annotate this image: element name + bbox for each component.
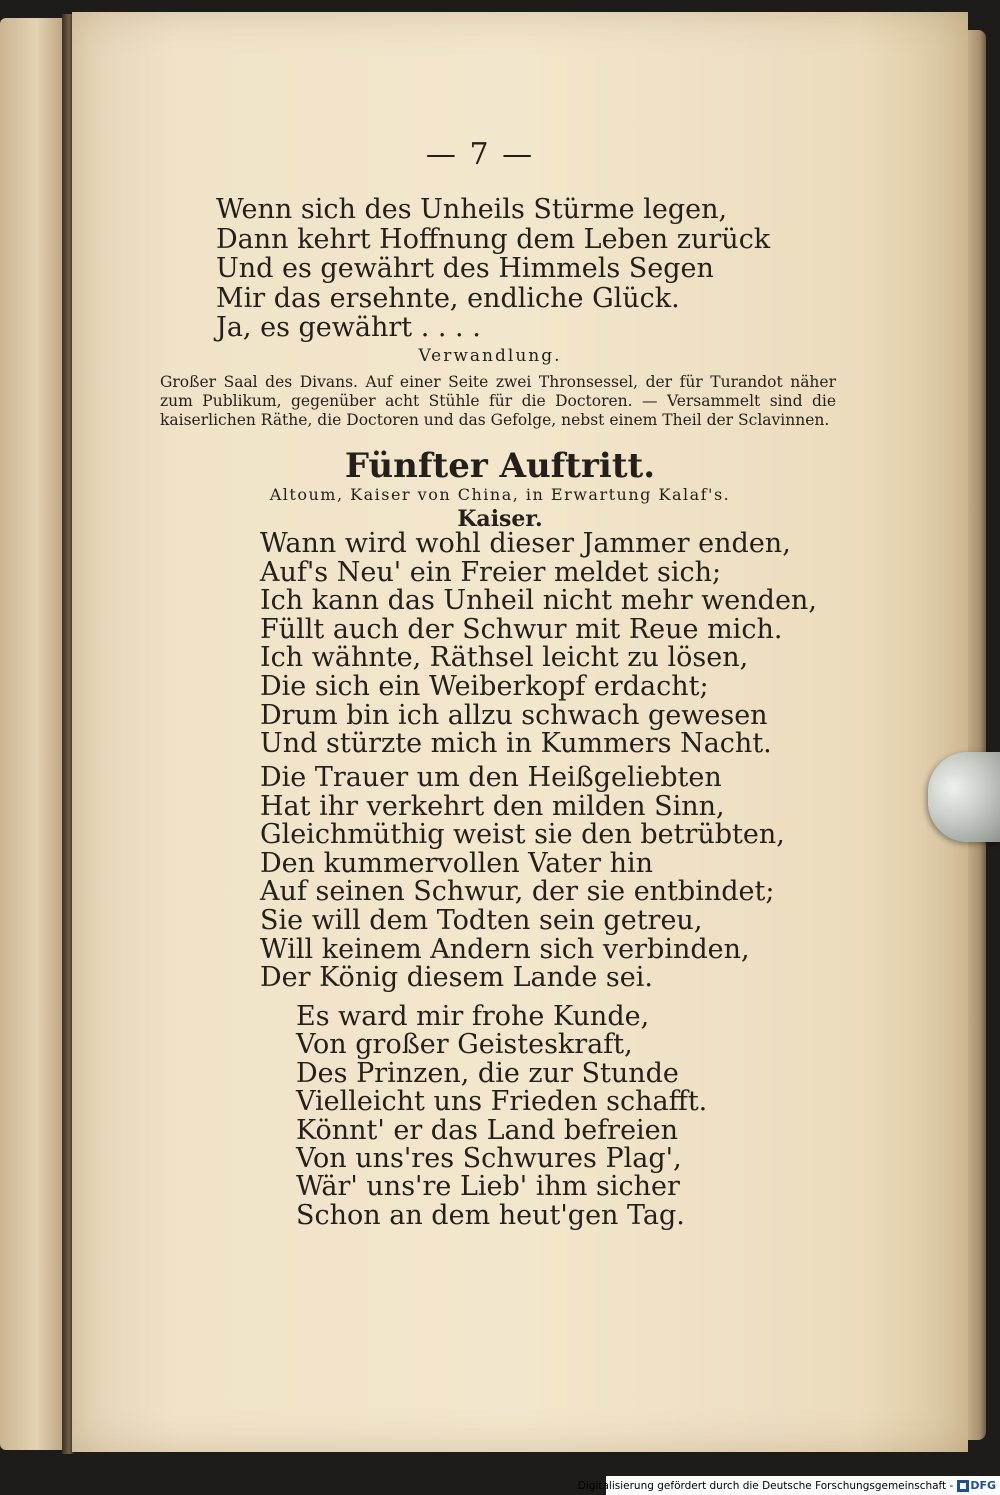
verse-line: Die sich ein Weiberkopf erdacht; (260, 670, 709, 702)
scene-title: Fünfter Auftritt. (344, 446, 656, 486)
verse-line: Füllt auch der Schwur mit Reue mich. (260, 613, 783, 645)
verse-line: Gleichmüthig weist sie den betrübten, (260, 819, 785, 851)
verse-line: Sie will dem Todten sein getreu, (260, 904, 703, 936)
dfg-logo-label: DFG (970, 1479, 996, 1492)
verse-line: Will keinem Andern sich verbinden, (260, 933, 750, 965)
page-tab-marker (928, 752, 1000, 842)
verse-line: Drum bin ich allzu schwach gewesen (260, 699, 768, 731)
verse-line: Wenn sich des Unheils Stürme legen, (216, 194, 728, 225)
verse-line: Könnt' er das Land befreien (296, 1114, 679, 1146)
page-number: — 7 — (425, 137, 535, 172)
verse-line: Von uns'res Schwures Plag', (296, 1143, 682, 1175)
verse-line: Es ward mir frohe Kunde, (296, 1001, 650, 1032)
transition-heading: Verwandlung. (418, 346, 562, 366)
verse-line: Vielleicht uns Frieden schafft. (296, 1086, 708, 1118)
verse-line: Und es gewährt des Himmels Segen (216, 253, 714, 284)
verse-line: Wär' uns're Lieb' ihm sicher (296, 1171, 680, 1203)
dfg-logo-mark (957, 1480, 969, 1492)
verse-line: Des Prinzen, die zur Stunde (296, 1057, 679, 1089)
dfg-logo-icon[interactable] (957, 1479, 996, 1492)
verse-line: Von großer Geisteskraft, (296, 1029, 633, 1061)
verse-line: Wann wird wohl dieser Jammer enden, (260, 528, 791, 559)
previous-page-edge (0, 18, 66, 1450)
verse-line: Dann kehrt Hoffnung dem Leben zurück (216, 223, 771, 255)
verse-line: Und stürzte mich in Kummers Nacht. (260, 728, 772, 760)
verse-line: Die Trauer um den Heißgeliebten (260, 762, 722, 793)
verse-stanza-4 (296, 1003, 707, 1230)
scene-subtitle: Altoum, Kaiser von China, in Erwartung Kalaf's. (269, 485, 731, 504)
verse-line: Ich wähnte, Räthsel leicht zu lösen, (260, 642, 749, 674)
verse-line: Hat ihr verkehrt den milden Sinn, (260, 790, 725, 822)
speaker-name: Kaiser. (457, 506, 543, 532)
verse-line: Der König diesem Lande sei. (260, 962, 653, 994)
verse-line: Mir das ersehnte, endliche Glück. (216, 282, 680, 314)
verse-line: Ich kann das Unheil nicht mehr wenden, (260, 585, 817, 617)
verse-stanza-3 (260, 764, 785, 993)
verse-line: Auf's Neu' ein Freier meldet sich; (260, 556, 722, 588)
verse-line: Den kummervollen Vater hin (260, 847, 654, 879)
stage-direction: Großer Saal des Divans. Auf einer Seite zwei Thronsessel, der für Turandot näher zum Publikum, gegenüber acht Stühle für die Doctoren. — Versammelt sind die kaiserlichen Räthe, die Doctoren und das Gefolge, nebst einem Theil der Sclavinnen. (160, 373, 836, 429)
verse-stanza-2 (260, 530, 817, 759)
verse-line: Auf seinen Schwur, der sie entbindet; (260, 876, 775, 908)
verse-stanza-1 (216, 195, 770, 343)
digitization-footer (577, 1476, 1000, 1495)
verse-line: Ja, es gewährt . . . . (216, 312, 481, 343)
verse-line: Schon an dem heut'gen Tag. (296, 1199, 685, 1231)
footer-credit-text: Digitalisierung gefördert durch die Deutsche Forschungsgemeinschaft - (577, 1479, 954, 1492)
